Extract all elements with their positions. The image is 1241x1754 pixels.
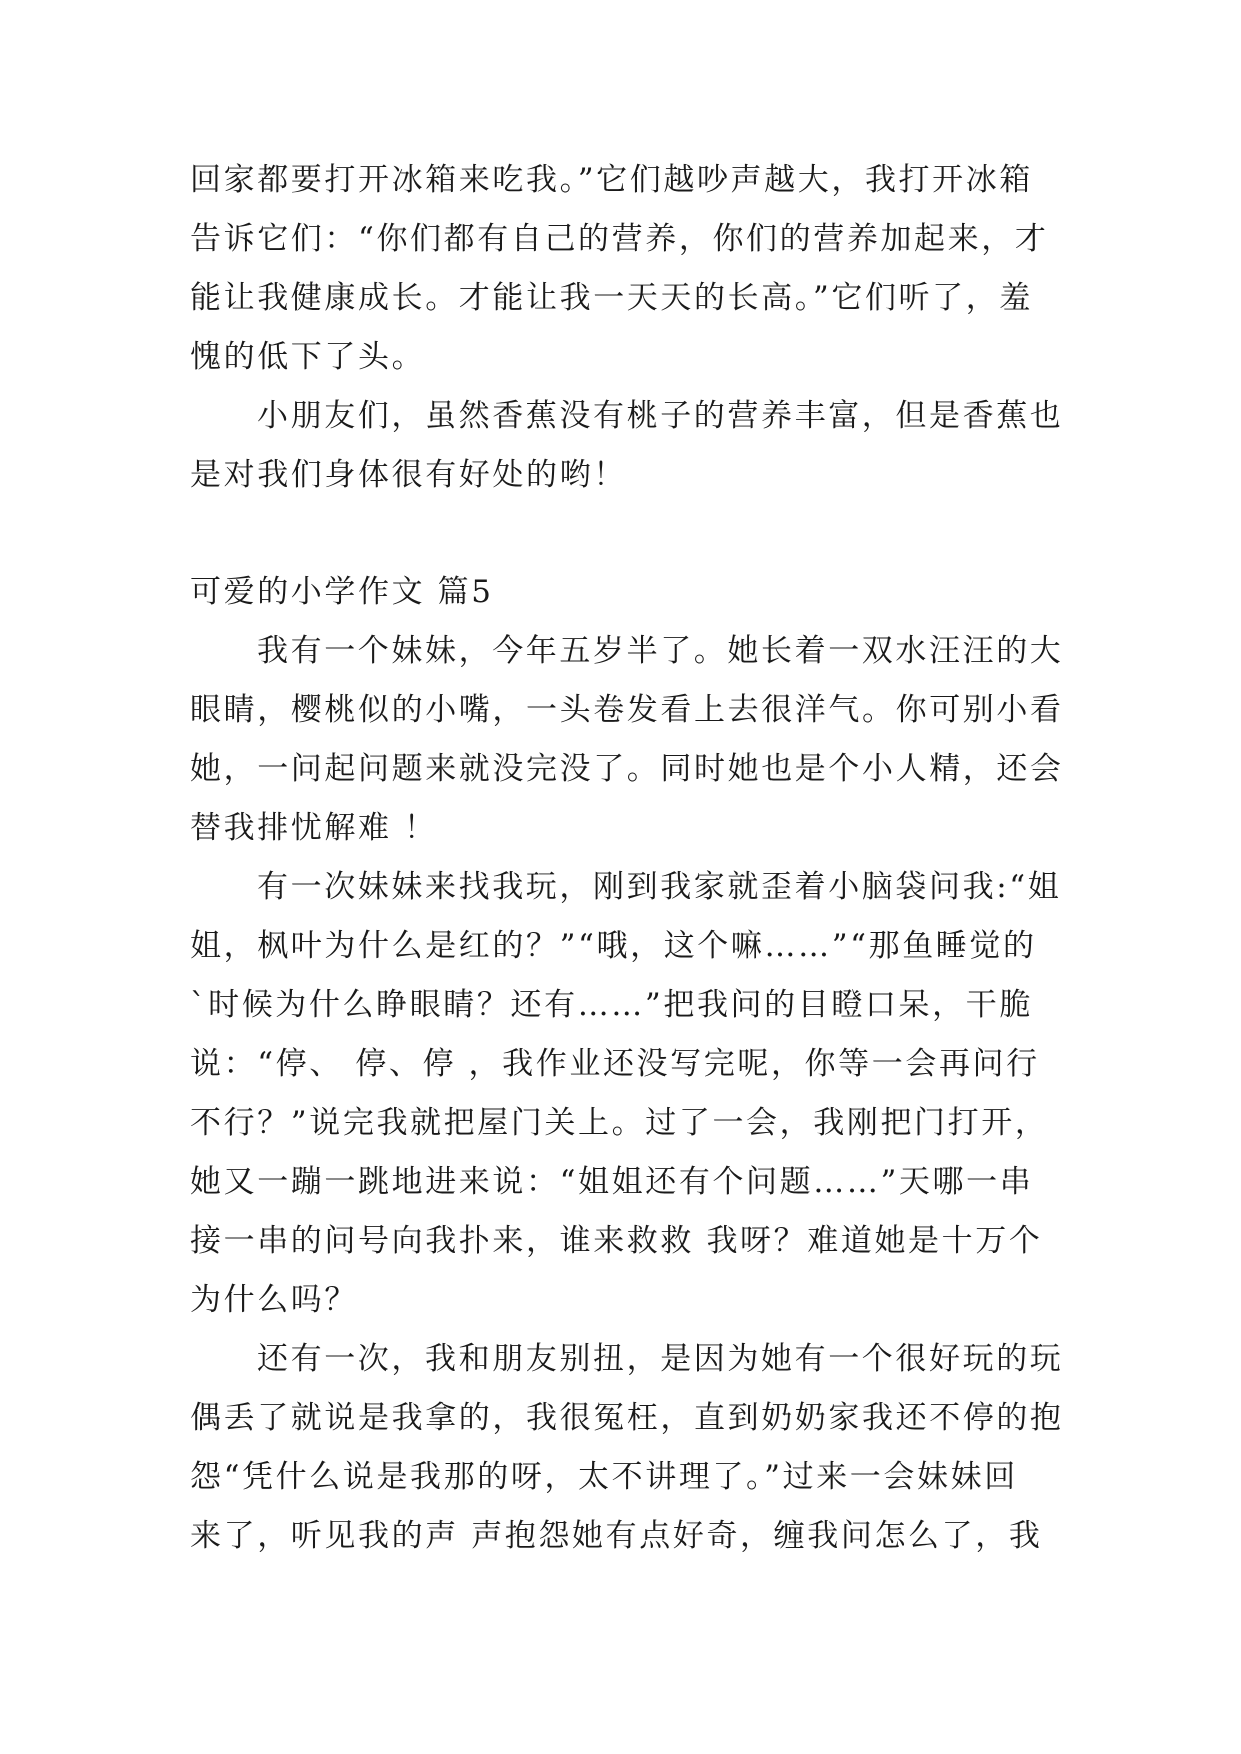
paragraph-line: 还有一次，我和朋友别扭，是因为她有一个很好玩的玩 [257, 1341, 1064, 1377]
paragraph-line: 小朋友们，虽然香蕉没有桃子的营养丰富，但是香蕉也 [257, 398, 1064, 434]
paragraph-line: 不行？”说完我就把屋门关上。过了一会，我刚把门打开， [190, 1105, 1049, 1141]
paragraph-line: 接一串的问号向我扑来，谁来救救 我呀？难道她是十万个 [190, 1223, 1043, 1259]
paragraph-line: `时候为什么睁眼睛？还有……”把我问的目瞪口呆，干脆 [190, 987, 1033, 1023]
paragraph-line: 为什么吗？ [190, 1282, 358, 1318]
paragraph-line: 说：“停、 停、停 ，我作业还没写完呢，你等一会再问行 [190, 1046, 1040, 1082]
paragraph-line: 怨“凭什么说是我那的呀，太不讲理了。”过来一会妹妹回 [190, 1459, 1018, 1495]
paragraph-line: 我有一个妹妹，今年五岁半了。她长着一双水汪汪的大 [257, 633, 1064, 669]
paragraph-line: 回家都要打开冰箱来吃我。”它们越吵声越大，我打开冰箱 [190, 162, 1033, 198]
paragraph-line: 姐，枫叶为什么是红的？”“哦，这个嘛……”“那鱼睡觉的 [190, 928, 1037, 964]
paragraph-line: 她，一问起问题来就没完没了。同时她也是个小人精，还会 [190, 751, 1064, 787]
paragraph-line: 来了，听见我的声 声抱怨她有点好奇，缠我问怎么了，我 [190, 1518, 1043, 1554]
paragraph-line: 偶丢了就说是我拿的，我很冤枉，直到奶奶家我还不停的抱 [190, 1400, 1064, 1436]
paragraph-line: 告诉它们：“你们都有自己的营养，你们的营养加起来，才 [190, 221, 1049, 257]
paragraph-line: 愧的低下了头。 [190, 339, 426, 375]
paragraph-line: 有一次妹妹来找我玩，刚到我家就歪着小脑袋问我:“姐 [257, 869, 1062, 905]
paragraph-line: 是对我们身体很有好处的哟！ [190, 457, 627, 493]
paragraph-line: 替我排忧解难 ！ [190, 810, 438, 846]
paragraph-line: 眼睛，樱桃似的小嘴，一头卷发看上去很洋气。你可别小看 [190, 692, 1064, 728]
section-heading: 可爱的小学作文 篇5 [190, 574, 494, 610]
paragraph-line: 她又一蹦一跳地进来说：“姐姐还有个问题……”天哪一串 [190, 1164, 1034, 1200]
paragraph-line: 能让我健康成长。才能让我一天天的长高。”它们听了，羞 [190, 280, 1033, 316]
